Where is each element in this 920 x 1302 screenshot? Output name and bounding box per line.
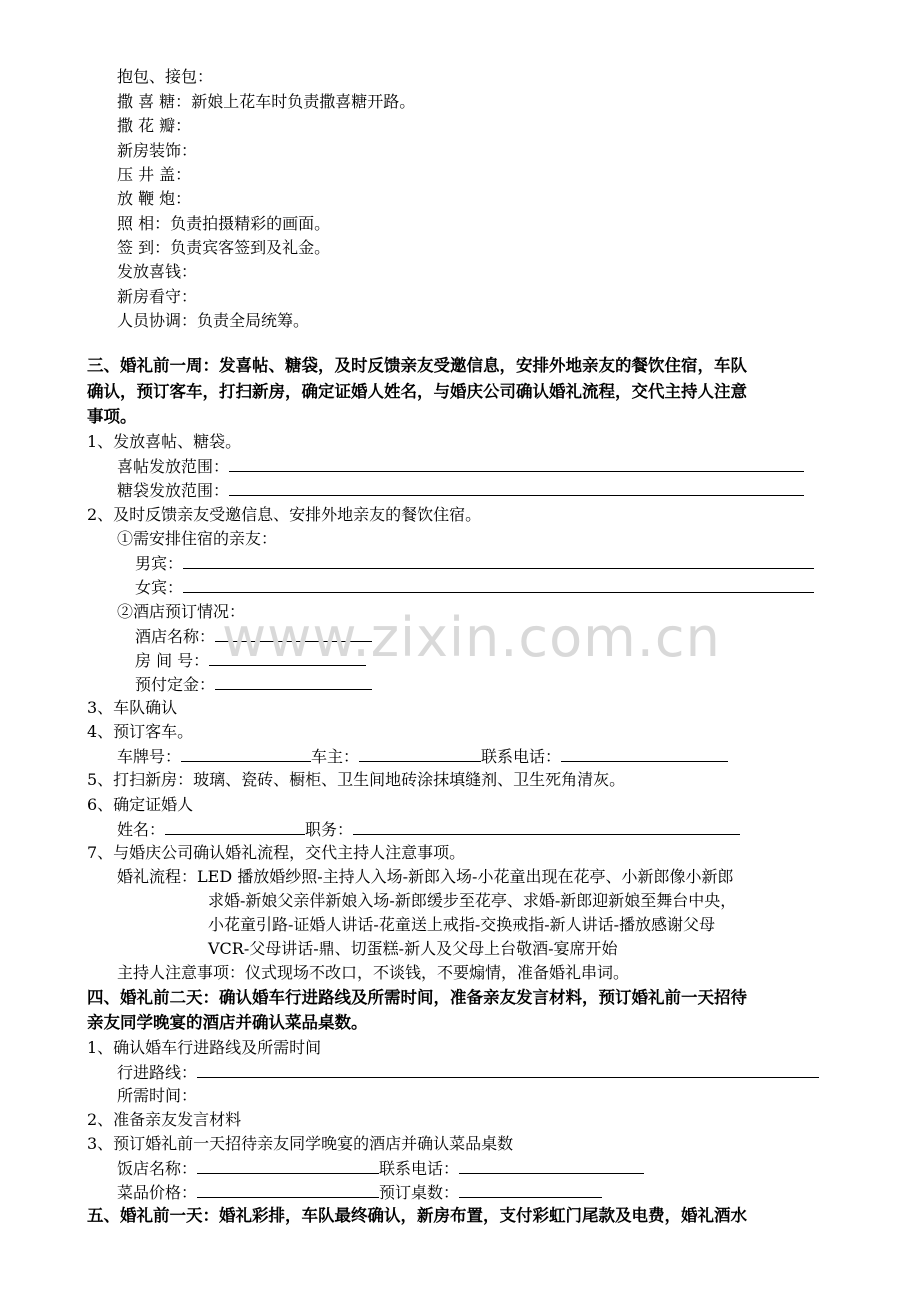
- invite-range-label: 喜帖发放范围：: [117, 457, 230, 476]
- candy-range-label: 糖袋发放范围：: [117, 481, 230, 500]
- officiant-name-label: 姓名：: [117, 820, 166, 839]
- phone-field[interactable]: [561, 745, 728, 762]
- role-row: 放 鞭 炮：: [117, 189, 192, 208]
- form-row: [117, 455, 804, 477]
- list-item: 1、发放喜帖、糖袋。: [87, 432, 242, 451]
- section3-heading: 三、婚礼前一周：发喜帖、糖袋，及时反馈亲友受邀信息，安排外地亲友的餐饮住宿，车队: [87, 356, 747, 375]
- section4-heading: 四、婚礼前二天：确认婚车行进路线及所需时间，准备亲友发言材料，预订婚礼前一天招待: [87, 988, 747, 1007]
- female-guests-label: 女宾：: [135, 578, 184, 597]
- list-item: 4、预订客车。: [87, 722, 194, 741]
- hotel-name-label: 酒店名称：: [135, 627, 216, 646]
- restaurant-phone-field[interactable]: [459, 1157, 644, 1174]
- flow-text: VCR-父母讲话-鼎、切蛋糕-新人及父母上台敬酒-宴席开始: [208, 939, 618, 958]
- role-row: 人员协调：负责全局统筹。: [117, 311, 310, 330]
- list-item: 2、及时反馈亲友受邀信息、安排外地亲友的餐饮住宿。: [87, 505, 482, 524]
- female-guests-field[interactable]: [183, 576, 814, 593]
- male-guests-field[interactable]: [183, 552, 814, 569]
- restaurant-field[interactable]: [197, 1157, 379, 1174]
- candy-range-field[interactable]: [229, 479, 804, 496]
- flow-row: [117, 866, 733, 888]
- form-row: [117, 1157, 644, 1179]
- form-row: [117, 745, 728, 767]
- list-item: 3、车队确认: [87, 698, 178, 717]
- role-row: 签 到：负责宾客签到及礼金。: [117, 238, 331, 257]
- time-needed-label: 所需时间：: [117, 1086, 198, 1105]
- sub-item: ②酒店预订情况：: [117, 602, 246, 621]
- dish-price-field[interactable]: [197, 1181, 379, 1198]
- invite-range-field[interactable]: [229, 455, 804, 472]
- section5-heading: 五、婚礼前一天：婚礼彩排，车队最终确认，新房布置，支付彩虹门尾款及电费，婚礼酒水: [87, 1206, 747, 1225]
- tables-field[interactable]: [459, 1181, 602, 1198]
- role-row: 抱包、接包：: [117, 67, 214, 86]
- form-row: [117, 1061, 819, 1083]
- flow-text: 小花童引路-证婚人讲话-花童送上戒指-交换戒指-新人讲话-播放感谢父母: [208, 915, 716, 934]
- role-row: 撒 喜 糖：新娘上花车时负责撒喜糖开路。: [117, 92, 416, 111]
- tables-label: 预订桌数：: [379, 1183, 460, 1202]
- room-no-label: 房 间 号：: [135, 651, 210, 670]
- list-item: 7、与婚庆公司确认婚礼流程，交代主持人注意事项。: [87, 843, 466, 862]
- male-guests-label: 男宾：: [135, 554, 184, 573]
- sub-item: ①需安排住宿的亲友：: [117, 529, 278, 548]
- form-row: [117, 818, 740, 840]
- list-item: 5、打扫新房：玻璃、瓷砖、橱柜、卫生间地砖涂抹填缝剂、卫生死角清灰。: [87, 770, 626, 789]
- restaurant-label: 饭店名称：: [117, 1159, 198, 1178]
- role-row: 压 井 盖：: [117, 165, 192, 184]
- owner-label: 车主：: [311, 747, 360, 766]
- role-row: 撒 花 瓣：: [117, 116, 192, 135]
- flow-label: 婚礼流程：: [117, 867, 198, 886]
- officiant-name-field[interactable]: [165, 818, 305, 835]
- list-item: 3、预订婚礼前一天招待亲友同学晚宴的酒店并确认菜品桌数: [87, 1134, 514, 1153]
- role-row: 照 相：负责拍摄精彩的画面。: [117, 214, 331, 233]
- owner-field[interactable]: [359, 745, 481, 762]
- list-item: 6、确定证婚人: [87, 795, 194, 814]
- list-item: 1、确认婚车行进路线及所需时间: [87, 1038, 322, 1057]
- deposit-label: 预付定金：: [135, 675, 216, 694]
- route-field[interactable]: [197, 1061, 819, 1078]
- plate-field[interactable]: [181, 745, 311, 762]
- dish-price-label: 菜品价格：: [117, 1183, 198, 1202]
- plate-label: 车牌号：: [117, 747, 182, 766]
- flow-text: 求婚-新娘父亲伴新娘入场-新郎缓步至花亭、求婚-新郎迎新娘至舞台中央，: [208, 891, 737, 910]
- form-row: [135, 576, 814, 598]
- officiant-title-label: 职务：: [305, 820, 354, 839]
- deposit-field[interactable]: [215, 673, 372, 690]
- list-item: 2、准备亲友发言材料: [87, 1110, 242, 1129]
- form-row: [135, 552, 814, 574]
- host-notes: 主持人注意事项：仪式现场不改口，不谈钱，不要煽情，准备婚礼串词。: [117, 963, 630, 982]
- section4-heading: 亲友同学晚宴的酒店并确认菜品桌数。: [87, 1013, 368, 1032]
- form-row: [117, 479, 804, 501]
- route-label: 行进路线：: [117, 1063, 198, 1082]
- flow-text: LED 播放婚纱照-主持人入场-新郎入场-小花童出现在花亭、小新郎像小新郎: [197, 867, 734, 886]
- officiant-title-field[interactable]: [353, 818, 740, 835]
- restaurant-phone-label: 联系电话：: [379, 1159, 460, 1178]
- form-row: [135, 673, 372, 695]
- watermark: www.zixin.com.cn: [222, 606, 721, 669]
- role-row: 新房看守：: [117, 287, 198, 306]
- form-row: [117, 1085, 197, 1107]
- role-row: 新房装饰：: [117, 141, 198, 160]
- role-row: 发放喜钱：: [117, 262, 198, 281]
- section3-heading: 事项。: [87, 407, 137, 426]
- phone-label: 联系电话：: [481, 747, 562, 766]
- section3-heading: 确认，预订客车，打扫新房，确定证婚人姓名，与婚庆公司确认婚礼流程，交代主持人注意: [87, 382, 747, 401]
- form-row: [117, 1181, 602, 1203]
